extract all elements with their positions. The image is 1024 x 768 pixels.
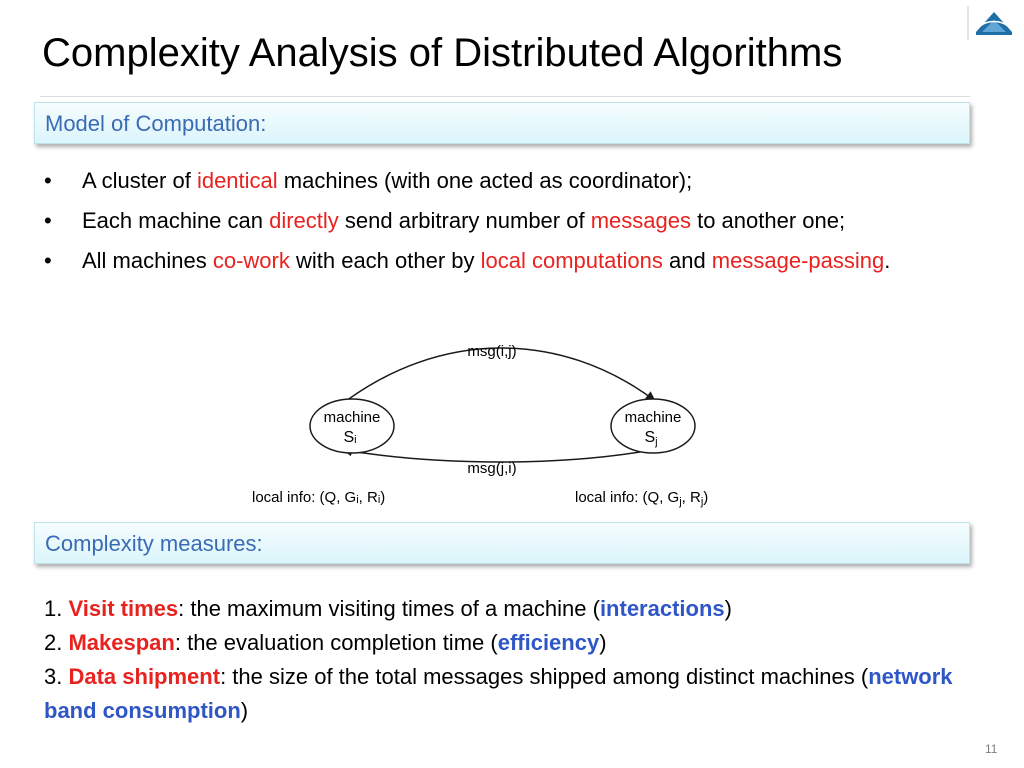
measure-end: ) bbox=[599, 630, 607, 655]
measure-number: 3. bbox=[44, 664, 69, 689]
highlight-term: co-work bbox=[212, 248, 290, 273]
node-j-label: machine bbox=[624, 409, 682, 426]
measure-item bbox=[44, 660, 974, 728]
highlight-term: directly bbox=[269, 208, 339, 233]
measures-section-heading: Complexity measures: bbox=[45, 531, 263, 556]
model-section-header bbox=[34, 102, 970, 144]
measure-key: network band consumption bbox=[44, 664, 953, 723]
edge-top-label: msg(i,j) bbox=[467, 343, 517, 360]
node-i-symbol: Si bbox=[343, 429, 357, 446]
bullet-marker: • bbox=[44, 208, 52, 233]
bullet-item bbox=[44, 204, 944, 238]
local-info-j: local info: (Q, $G_j$, $R_j$) bbox=[575, 489, 709, 508]
machine-node-j bbox=[611, 399, 695, 453]
bullet-marker: • bbox=[44, 248, 52, 273]
node-j-symbol: Sj bbox=[644, 429, 658, 448]
measures-section-header bbox=[34, 522, 970, 564]
measure-key: efficiency bbox=[497, 630, 600, 655]
measure-item bbox=[44, 626, 974, 660]
measure-end: ) bbox=[240, 698, 249, 723]
model-section-heading: Model of Computation: bbox=[45, 111, 267, 136]
bullet-item bbox=[44, 244, 944, 278]
measure-term: Visit times bbox=[68, 596, 179, 621]
slide-title: Complexity Analysis of Distributed Algorithms bbox=[42, 31, 843, 75]
university-logo-icon bbox=[966, 2, 1022, 42]
edge-bottom-label: msg(j,i) bbox=[467, 460, 517, 477]
measure-number: 2. bbox=[44, 630, 69, 655]
page-number: 11 bbox=[985, 742, 998, 756]
highlight-term: local computations bbox=[480, 248, 663, 273]
bullet-item bbox=[44, 164, 944, 198]
bullet-text: A cluster of bbox=[82, 168, 197, 193]
bullet-marker: • bbox=[44, 168, 52, 193]
measure-end: ) bbox=[724, 596, 732, 621]
bullet-text: and bbox=[662, 248, 712, 273]
complexity-measures-list bbox=[44, 592, 974, 728]
measure-description: : the evaluation completion time ( bbox=[174, 630, 498, 655]
local-info-i: local info: (Q, Gi, Ri) bbox=[252, 489, 386, 506]
measure-number: 1. bbox=[44, 596, 69, 621]
machine-node-i bbox=[310, 399, 394, 453]
measure-term: Data shipment bbox=[68, 664, 221, 689]
highlight-term: identical bbox=[196, 168, 278, 193]
measure-description: : the maximum visiting times of a machine ( bbox=[178, 596, 600, 621]
bullet-text: send arbitrary number of bbox=[338, 208, 591, 233]
bullet-text: to another one; bbox=[690, 208, 846, 233]
bullet-text: . bbox=[884, 248, 891, 273]
title-divider bbox=[40, 96, 970, 97]
bullet-text: machines (with one acted as coordinator); bbox=[277, 168, 693, 193]
bullet-text: Each machine can bbox=[82, 208, 270, 233]
measure-description: : the size of the total messages shipped among distinct machines ( bbox=[220, 664, 869, 689]
node-i-label: machine bbox=[323, 409, 381, 426]
message-passing-diagram bbox=[240, 338, 760, 513]
bullet-text: with each other by bbox=[289, 248, 481, 273]
model-bullet-list bbox=[44, 164, 944, 284]
measure-term: Makespan bbox=[68, 630, 175, 655]
highlight-term: messages bbox=[590, 208, 691, 233]
measure-item bbox=[44, 592, 974, 626]
bullet-text: All machines bbox=[82, 248, 213, 273]
highlight-term: message-passing bbox=[711, 248, 885, 273]
measure-key: interactions bbox=[599, 596, 725, 621]
